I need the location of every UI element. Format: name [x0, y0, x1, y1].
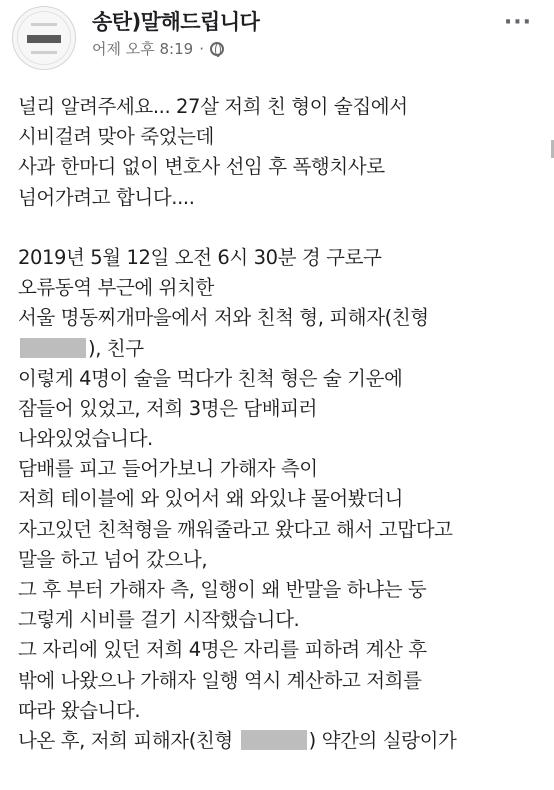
post-line: 널리 알려주세요... 27살 저희 친 형이 술집에서 — [18, 95, 408, 118]
post-line-fragment: ) 약간의 실랑이가 — [308, 728, 457, 752]
post-line: 그렇게 시비를 걸기 시작했습니다. — [18, 608, 300, 632]
post-line-redacted — [18, 334, 548, 364]
post-line: 그 자리에 있던 저희 4명은 자리를 피하려 계산 후 — [18, 638, 427, 662]
redaction-block — [241, 730, 307, 750]
post-line: 담배를 피고 들어가보니 가해자 측이 — [18, 457, 318, 481]
post-line: 서울 명동찌개마을에서 저와 친척 형, 피해자(친형 — [18, 306, 429, 330]
post-line-fragment: ), 친구 — [88, 336, 144, 360]
post-line: 따라 왔습니다. — [18, 698, 141, 722]
avatar-text-top — [31, 23, 57, 26]
post-line-redacted — [18, 726, 548, 756]
post-timestamp[interactable]: 어제 오후 8:19 — [92, 40, 194, 58]
post-header — [0, 0, 554, 70]
avatar-redaction — [27, 35, 61, 43]
page-avatar[interactable] — [12, 6, 76, 70]
post-line: 이렇게 4명이 술을 먹다가 친척 형은 술 기운에 — [18, 366, 403, 390]
post-line: 잠들어 있었고, 저희 3명은 담배피러 — [18, 396, 318, 420]
globe-icon[interactable] — [210, 42, 224, 56]
post-meta — [92, 38, 224, 59]
redaction-block — [20, 338, 86, 358]
post-line: 저희 테이블에 와 있어서 왜 와있냐 물어봤더니 — [18, 487, 404, 511]
avatar-text-bottom — [31, 51, 57, 54]
post-line: 2019년 5월 12일 오전 6시 30분 경 구로구 — [18, 245, 382, 269]
page-name-link[interactable]: 송탄)말해드립니다 — [92, 10, 260, 34]
post-line: 시비걸려 맞아 죽었는데 — [18, 125, 214, 149]
post-line-fragment: 나온 후, 저희 피해자(친형 — [18, 728, 233, 752]
post-line: 밖에 나왔으나 가해자 일행 역시 계산하고 저희를 — [18, 668, 422, 692]
blank-line — [18, 213, 548, 243]
meta-separator: · — [199, 39, 204, 58]
more-options-icon[interactable]: ··· — [503, 10, 532, 35]
post-line: 넘어가려고 합니다.... — [18, 185, 195, 209]
post-line: 나와있었습니다. — [18, 427, 153, 451]
post-line: 사과 한마디 없이 변호사 선임 후 폭행치사로 — [18, 155, 385, 179]
post-line: 자고있던 친척형을 깨워줄라고 왔다고 해서 고맙다고 — [18, 517, 453, 541]
post-line: 말을 하고 넘어 갔으나, — [18, 547, 208, 571]
post-body — [18, 92, 548, 756]
post-line: 그 후 부터 가해자 측, 일행이 왜 반말을 하냐는 둥 — [18, 578, 427, 601]
post-line: 오류동역 부근에 위치한 — [18, 276, 214, 300]
